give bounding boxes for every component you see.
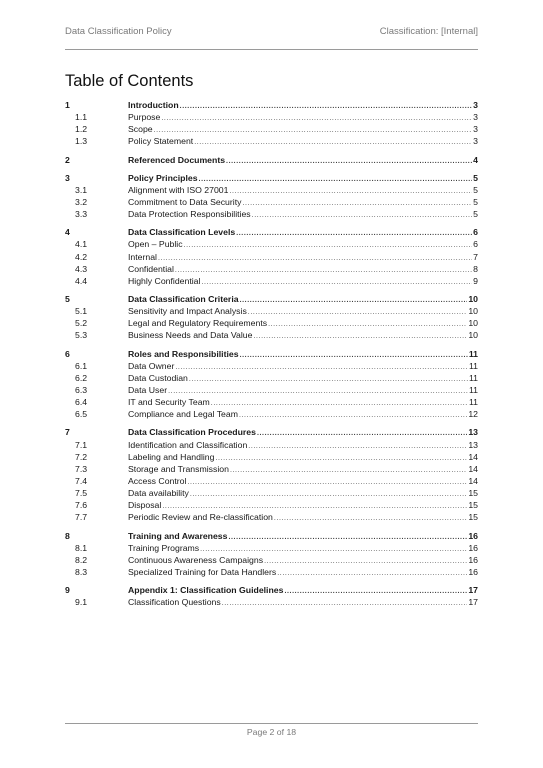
toc-entry-label: Disposal — [128, 500, 162, 511]
toc-entry-page-number: 4 — [473, 154, 478, 165]
toc-entry-page-number: 12 — [468, 409, 478, 420]
toc-entry-page-number: 16 — [468, 530, 478, 541]
toc-entry-label: Access Control — [128, 475, 187, 486]
toc-entry-label: Data Classification Procedures — [128, 427, 256, 438]
toc-dot-leader — [201, 277, 472, 289]
toc-entry-subsection[interactable] — [65, 475, 478, 487]
toc-entry-subsection[interactable] — [65, 596, 478, 608]
toc-entry-number: 7.3 — [75, 463, 88, 474]
toc-entry-link[interactable] — [128, 511, 478, 525]
toc-entry-label: Continuous Awareness Campaigns — [128, 554, 264, 565]
toc-entry-number: 8 — [65, 530, 70, 541]
toc-entry-subsection[interactable] — [65, 111, 478, 123]
toc-entry-page-number: 10 — [468, 293, 478, 304]
toc-entry-subsection[interactable] — [65, 305, 478, 317]
toc-entry-label: Data Owner — [128, 360, 175, 371]
toc-entry-number: 8.2 — [75, 554, 88, 565]
toc-entry-number: 3.3 — [75, 209, 88, 220]
toc-entry-page-number: 9 — [473, 275, 478, 286]
toc-entry-number: 1 — [65, 100, 70, 110]
toc-entry-page-number: 17 — [468, 597, 478, 608]
toc-entry-page-number: 5 — [473, 172, 478, 183]
toc-entry-number: 1.2 — [75, 124, 88, 135]
toc-entry-subsection[interactable] — [65, 360, 478, 372]
toc-entry-number: 2 — [65, 154, 70, 165]
toc-entry-page-number: 10 — [468, 306, 478, 317]
toc-entry-page-number: 8 — [473, 263, 478, 274]
toc-entry-label: Identification and Classification — [128, 439, 248, 450]
toc-entry-label: Legal and Regulatory Requirements — [128, 318, 268, 329]
toc-entry-label: Introduction — [128, 100, 179, 110]
toc-dot-leader — [222, 598, 468, 610]
toc-entry-number: 4.2 — [75, 251, 88, 262]
toc-entry-label: Specialized Training for Data Handlers — [128, 566, 277, 577]
toc-entry-number: 1.3 — [75, 136, 88, 147]
toc-entry-section[interactable] — [65, 426, 478, 438]
toc-entry-number: 6.5 — [75, 409, 88, 420]
toc-entry-number: 6.1 — [75, 360, 88, 371]
toc-entry-page-number: 11 — [468, 384, 478, 395]
toc-entry-label: IT and Security Team — [128, 397, 210, 408]
toc-entry-label: Purpose — [128, 112, 161, 123]
toc-entry-subsection[interactable] — [65, 317, 478, 329]
toc-dot-leader — [252, 210, 473, 222]
toc-entry-section[interactable] — [65, 530, 478, 542]
toc-entry-number: 4 — [65, 227, 70, 238]
toc-entry-link[interactable] — [128, 566, 478, 580]
toc-entry-subsection[interactable] — [65, 463, 478, 475]
toc-dot-leader — [226, 156, 472, 168]
toc-entry-subsection[interactable] — [65, 135, 478, 147]
header-classification: Classification: [Internal] — [379, 26, 478, 37]
toc-entry-page-number: 10 — [468, 318, 478, 329]
toc-entry-page-number: 5 — [473, 209, 478, 220]
toc-entry-number: 9 — [65, 585, 70, 596]
toc-dot-leader — [194, 137, 472, 149]
toc-entry-subsection[interactable] — [65, 396, 478, 408]
toc-entry-page-number: 11 — [468, 372, 478, 383]
toc-entry-subsection[interactable] — [65, 196, 478, 208]
toc-entry-label: Training and Awareness — [128, 530, 228, 541]
toc-entry-page-number: 16 — [468, 566, 478, 577]
toc-entry-number: 6 — [65, 348, 70, 359]
toc-entry-page-number: 13 — [468, 439, 478, 450]
toc-entry-section[interactable] — [65, 172, 478, 184]
toc-entry-label: Data Protection Responsibilities — [128, 209, 251, 220]
toc-entry-section[interactable] — [65, 154, 478, 166]
toc-entry-page-number: 3 — [473, 100, 478, 110]
toc-entry-page-number: 13 — [468, 427, 478, 438]
toc-entry-link[interactable] — [128, 596, 478, 610]
page-number: Page 2 of 18 — [246, 727, 297, 737]
toc-entry-number: 3.1 — [75, 184, 88, 195]
toc-entry-number: 8.1 — [75, 542, 88, 553]
toc-entry-page-number: 14 — [468, 475, 478, 486]
toc-entry-number: 4.3 — [75, 263, 88, 274]
toc-entry-number: 5 — [65, 293, 70, 304]
toc-entry-page-number: 15 — [468, 500, 478, 511]
toc-entry-label: Referenced Documents — [128, 154, 226, 165]
toc-entry-label: Commitment to Data Security — [128, 196, 242, 207]
toc-entry-subsection[interactable] — [65, 184, 478, 196]
toc-entry-number: 4.1 — [75, 239, 88, 250]
toc-entry-number: 5.1 — [75, 306, 88, 317]
toc-title: Table of Contents — [65, 72, 194, 90]
toc-entry-subsection[interactable] — [65, 542, 478, 554]
toc-entry-label: Business Needs and Data Value — [128, 330, 253, 341]
toc-entry-number: 7.6 — [75, 500, 88, 511]
toc-entry-link[interactable] — [128, 408, 478, 422]
toc-entry-page-number: 11 — [468, 348, 478, 359]
toc-entry-label: Data availability — [128, 488, 189, 499]
toc-entry-section[interactable] — [65, 348, 478, 360]
toc-entry-page-number: 3 — [473, 112, 478, 123]
toc-entry-number: 6.2 — [75, 372, 88, 383]
toc-entry-subsection[interactable] — [65, 487, 478, 499]
toc-entry-subsection[interactable] — [65, 238, 478, 250]
toc-entry-page-number: 11 — [468, 397, 478, 408]
toc-entry-label: Compliance and Legal Team — [128, 409, 238, 420]
toc-entry-number: 7.7 — [75, 512, 88, 523]
toc-entry-link[interactable] — [128, 154, 478, 168]
toc-entry-number: 5.3 — [75, 330, 88, 341]
header-document-title: Data Classification Policy — [65, 26, 172, 37]
toc-entry-label: Storage and Transmission — [128, 463, 229, 474]
toc-entry-label: Policy Statement — [128, 136, 194, 147]
toc-dot-leader — [277, 568, 467, 580]
toc-entry-subsection[interactable] — [65, 408, 478, 420]
toc-entry-number: 6.4 — [75, 397, 88, 408]
toc-dot-leader — [274, 513, 467, 525]
toc-entry-link[interactable] — [128, 208, 478, 222]
toc-entry-subsection[interactable] — [65, 384, 478, 396]
toc-entry-subsection[interactable] — [65, 511, 478, 523]
toc-entry-subsection[interactable] — [65, 499, 478, 511]
toc-entry-page-number: 14 — [468, 463, 478, 474]
toc-entry-number: 7.4 — [75, 475, 88, 486]
toc-entry-subsection[interactable] — [65, 263, 478, 275]
toc-entry-page-number: 17 — [468, 585, 478, 596]
toc-entry-number: 8.3 — [75, 566, 88, 577]
toc-entry-link[interactable] — [128, 275, 478, 289]
toc-entry-label: Internal — [128, 251, 157, 262]
toc-entry-number: 9.1 — [75, 597, 88, 608]
toc-entry-number: 4.4 — [75, 275, 88, 286]
toc-entry-page-number: 5 — [473, 196, 478, 207]
toc-entry-label: Labeling and Handling — [128, 451, 215, 462]
toc-entry-number: 7.1 — [75, 439, 88, 450]
toc-entry-section[interactable] — [65, 99, 478, 111]
toc-entry-subsection[interactable] — [65, 554, 478, 566]
page-header — [65, 22, 478, 42]
toc-entry-page-number: 16 — [468, 554, 478, 565]
toc-entry-link[interactable] — [128, 135, 478, 149]
toc-entry-label: Policy Principles — [128, 172, 198, 183]
toc-dot-leader — [239, 410, 467, 422]
toc-entry-label: Data User — [128, 384, 168, 395]
toc-entry-label: Roles and Responsibilities — [128, 348, 239, 359]
toc-entry-label: Open – Public — [128, 239, 183, 250]
toc-entry-page-number: 6 — [473, 227, 478, 238]
toc-entry-label: Training Programs — [128, 542, 200, 553]
toc-dot-leader — [253, 331, 467, 343]
toc-entry-number: 7.2 — [75, 451, 88, 462]
toc-entry-number: 1.1 — [75, 112, 88, 123]
toc-entry-page-number: 14 — [468, 451, 478, 462]
toc-entry-section[interactable] — [65, 584, 478, 596]
toc-entry-page-number: 6 — [473, 239, 478, 250]
toc-entry-link[interactable] — [128, 329, 478, 343]
toc-entry-subsection[interactable] — [65, 275, 478, 287]
toc-entry-page-number: 15 — [468, 488, 478, 499]
toc-entry-label: Sensitivity and Impact Analysis — [128, 306, 247, 317]
toc-entry-number: 7.5 — [75, 488, 88, 499]
toc-entry-subsection[interactable] — [65, 566, 478, 578]
toc-entry-number: 6.3 — [75, 384, 88, 395]
toc-entry-subsection[interactable] — [65, 439, 478, 451]
toc-entry-label: Highly Confidential — [128, 275, 201, 286]
toc-entry-page-number: 7 — [473, 251, 478, 262]
toc-entry-subsection[interactable] — [65, 372, 478, 384]
toc-entry-page-number: 3 — [473, 124, 478, 135]
toc-entry-label: Alignment with ISO 27001 — [128, 184, 229, 195]
toc-entry-page-number: 10 — [468, 330, 478, 341]
toc-entry-label: Classification Questions — [128, 597, 221, 608]
toc-entry-number: 3 — [65, 172, 70, 183]
toc-entry-page-number: 5 — [473, 184, 478, 195]
toc-entry-subsection[interactable] — [65, 251, 478, 263]
toc-entry-page-number: 3 — [473, 136, 478, 147]
toc-entry-section[interactable] — [65, 293, 478, 305]
footer-divider — [65, 723, 478, 724]
toc-entry-subsection[interactable] — [65, 208, 478, 220]
toc-entry-page-number: 11 — [468, 360, 478, 371]
toc-entry-number: 3.2 — [75, 196, 88, 207]
toc-entry-page-number: 16 — [468, 542, 478, 553]
toc-entry-number: 5.2 — [75, 318, 88, 329]
toc-entry-label: Appendix 1: Classification Guidelines — [128, 585, 284, 596]
header-divider — [65, 49, 478, 50]
toc-entry-label: Periodic Review and Re-classification — [128, 512, 273, 523]
toc-entry-number: 7 — [65, 427, 70, 438]
table-of-contents — [65, 99, 478, 608]
toc-entry-label: Data Custodian — [128, 372, 188, 383]
toc-entry-section[interactable] — [65, 226, 478, 238]
toc-entry-subsection[interactable] — [65, 451, 478, 463]
page-footer — [65, 727, 478, 737]
toc-entry-label: Data Classification Levels — [128, 227, 236, 238]
toc-entry-subsection[interactable] — [65, 123, 478, 135]
toc-entry-page-number: 15 — [468, 512, 478, 523]
toc-entry-label: Data Classification Criteria — [128, 293, 239, 304]
toc-entry-subsection[interactable] — [65, 329, 478, 341]
toc-entry-label: Scope — [128, 124, 153, 135]
toc-entry-label: Confidential — [128, 263, 174, 274]
